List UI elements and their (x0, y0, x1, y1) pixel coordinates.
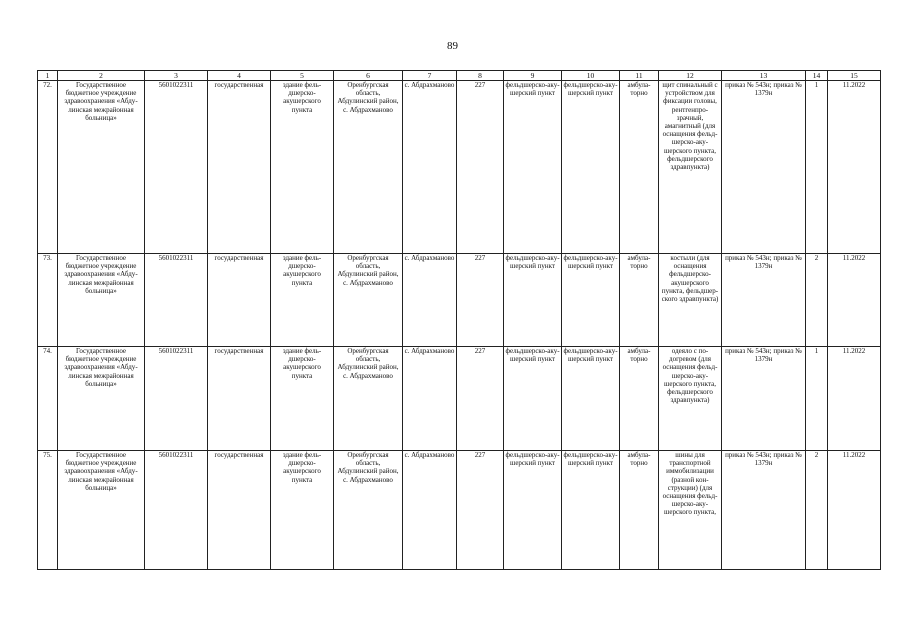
population: 227 (457, 347, 504, 451)
equipment: щит спинальный с устройством для фиксации головы, рентгенпрозрачный, амагнитный (для оснащения фельдшерско-акушерского пункта, фельдшерского здравпункта) (659, 81, 722, 254)
organization-name: Государственное бюджетное учреждение здравоохранения «Абдулинская межрайонная больница» (58, 347, 145, 451)
order-reference: приказ № 543н; приказ № 1379н (722, 451, 806, 570)
address: Оренбургская область, Абдулинский район, с. Абдрахманово (334, 81, 403, 254)
ownership-form: государственная (208, 254, 271, 347)
inn-code: 5601022311 (145, 347, 208, 451)
date: 11.2022 (828, 451, 881, 570)
column-header: 8 (457, 71, 504, 81)
building-type: здание фельдшерско-акушерского пункта (271, 254, 334, 347)
row-number: 73. (38, 254, 58, 347)
order-reference: приказ № 543н; приказ № 1379н (722, 254, 806, 347)
facility-type: фельдшерско-акушерский пункт (504, 347, 562, 451)
column-header: 7 (403, 71, 457, 81)
registry-table (37, 70, 881, 570)
ownership-form: государственная (208, 81, 271, 254)
organization-name: Государственное бюджетное учреждение здравоохранения «Абдулинская межрайонная больница» (58, 81, 145, 254)
organization-name: Государственное бюджетное учреждение здравоохранения «Абдулинская межрайонная больница» (58, 451, 145, 570)
address: Оренбургская область, Абдулинский район, с. Абдрахманово (334, 451, 403, 570)
column-header: 13 (722, 71, 806, 81)
equipment: одеяло с подогревом (для оснащения фельдшерско-акушерского пункта, фельдшерского здравпункта) (659, 347, 722, 451)
column-header: 14 (806, 71, 828, 81)
date: 11.2022 (828, 254, 881, 347)
column-header: 12 (659, 71, 722, 81)
care-conditions: амбулаторно (620, 254, 659, 347)
population: 227 (457, 81, 504, 254)
quantity: 2 (806, 254, 828, 347)
settlement: с. Абдрахманово (403, 254, 457, 347)
column-header: 11 (620, 71, 659, 81)
order-reference: приказ № 543н; приказ № 1379н (722, 347, 806, 451)
building-type: здание фельдшерско-акушерского пункта (271, 451, 334, 570)
address: Оренбургская область, Абдулинский район, с. Абдрахманово (334, 347, 403, 451)
table-row (38, 254, 881, 347)
facility-subtype: фельдшерско-акушерский пункт (562, 347, 620, 451)
equipment: шины для транспортной иммобилизации (разной конструкции) (для оснащения фельдшерско-акушерского пункта, (659, 451, 722, 570)
address: Оренбургская область, Абдулинский район, с. Абдрахманово (334, 254, 403, 347)
facility-subtype: фельдшерско-акушерский пункт (562, 451, 620, 570)
column-header: 6 (334, 71, 403, 81)
ownership-form: государственная (208, 347, 271, 451)
page-number: 89 (447, 40, 458, 52)
quantity: 1 (806, 81, 828, 254)
population: 227 (457, 254, 504, 347)
column-header: 2 (58, 71, 145, 81)
inn-code: 5601022311 (145, 81, 208, 254)
care-conditions: амбулаторно (620, 347, 659, 451)
quantity: 1 (806, 347, 828, 451)
facility-type: фельдшерско-акушерский пункт (504, 451, 562, 570)
column-header: 5 (271, 71, 334, 81)
facility-type: фельдшерско-акушерский пункт (504, 81, 562, 254)
column-header: 4 (208, 71, 271, 81)
row-number: 72. (38, 81, 58, 254)
column-header: 9 (504, 71, 562, 81)
facility-type: фельдшерско-акушерский пункт (504, 254, 562, 347)
settlement: с. Абдрахманово (403, 81, 457, 254)
date: 11.2022 (828, 347, 881, 451)
column-header: 3 (145, 71, 208, 81)
building-type: здание фельдшерско-акушерского пункта (271, 347, 334, 451)
table-row (38, 451, 881, 570)
organization-name: Государственное бюджетное учреждение здравоохранения «Абдулинская межрайонная больница» (58, 254, 145, 347)
settlement: с. Абдрахманово (403, 451, 457, 570)
column-header: 10 (562, 71, 620, 81)
quantity: 2 (806, 451, 828, 570)
facility-subtype: фельдшерско-акушерский пункт (562, 254, 620, 347)
inn-code: 5601022311 (145, 254, 208, 347)
row-number: 74. (38, 347, 58, 451)
inn-code: 5601022311 (145, 451, 208, 570)
equipment: костыли (для оснащения фельдшерско-акушерского пункта, фельдшерского здравпункта) (659, 254, 722, 347)
facility-subtype: фельдшерско-акушерский пункт (562, 81, 620, 254)
ownership-form: государственная (208, 451, 271, 570)
population: 227 (457, 451, 504, 570)
table-row (38, 81, 881, 254)
building-type: здание фельдшерско-акушерского пункта (271, 81, 334, 254)
order-reference: приказ № 543н; приказ № 1379н (722, 81, 806, 254)
header-row (38, 71, 881, 81)
care-conditions: амбулаторно (620, 451, 659, 570)
date: 11.2022 (828, 81, 881, 254)
care-conditions: амбулаторно (620, 81, 659, 254)
column-header: 15 (828, 71, 881, 81)
column-header: 1 (38, 71, 58, 81)
table-row (38, 347, 881, 451)
settlement: с. Абдрахманово (403, 347, 457, 451)
row-number: 75. (38, 451, 58, 570)
